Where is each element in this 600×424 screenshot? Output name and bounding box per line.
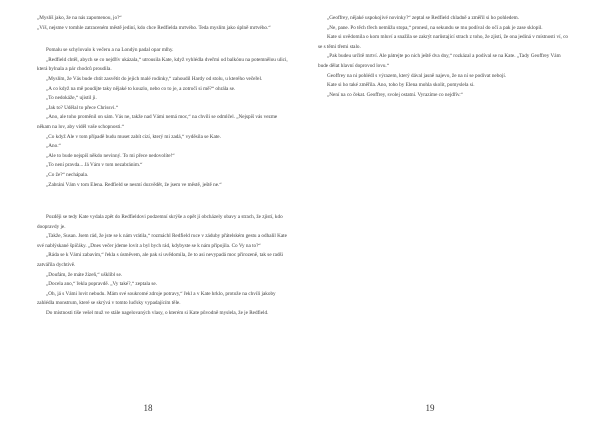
paragraph: „Není na co čekat. Geoffrey, svolej ostatní. Vyrazíme co nejdřív.“ <box>327 91 463 98</box>
paragraph: „Redfield chtěl, abych se co nejdřív ukázala,“ utrousila Kate, když vyhlédla dveřmi od balkónu na potemnělou ulici, která bylnala a pár chodců proudila. <box>37 56 288 73</box>
paragraph: „Ráda se k Vámi zabavím,“ řekla s úsměvem, ale pak si uvědomila, že to asi nevypadá moc přirozeně, tak se radši zatvářila dychtivě. <box>37 252 284 269</box>
left-page-text <box>37 14 288 319</box>
paragraph: „Víš, nejsme v tomhle zatraceném městě jediní, kdo chce Redfielda mrtvého. Teda myslím jako úplně mrtvého.“ <box>37 24 271 31</box>
paragraph: „To nedokáže,“ ujistil ji. <box>46 95 97 102</box>
paragraph: „Co když Ale v tom případě budu muset zabít cizí, který mi zadá,“ vyděsila se Kate. <box>46 133 221 140</box>
paragraph: „Oh, já s Vámi lovit nebudu. Mám své soukromé zdroje potravy,“ řekl a v Kate hrklo, protože na chvíli jakoby zahlédla monstrum, které se skrývá v tomto luďsky vypadajícím těle. <box>37 290 276 307</box>
paragraph: „Doufám, že máte žízeň,“ ušklíbl se. <box>46 271 123 278</box>
section-break <box>37 190 288 213</box>
paragraph: Kate si uvědomila o kom mluví a snažila se zakrýt narůstající strach z toho, že zjistí, že ona jediná v místnosti ví, co se s těmi třemi stalo. <box>318 34 569 50</box>
page-number: 19 <box>425 403 435 413</box>
paragraph: Později se tedy Kate vydala zpět do Redfieldovi podzemní skrýše a opět jí obcházely obavy a strach, že zjistí, kdo doopravdy je. <box>37 214 283 230</box>
paragraph: „Co že?“ nechápala. <box>46 171 89 178</box>
right-page <box>300 0 600 424</box>
paragraph: „Ano.“ <box>46 143 61 150</box>
paragraph: „Zabráni Vám v tom Elena. Redfield se nesmí dozvědět, že jsem ve městě, ještě ne.“ <box>46 181 222 188</box>
paragraph: „Pak budeu určitě mrtví. Ale pátrejte po nich ještě dva dny,“ rozkázal a podíval se na Kate. „Tady Geoffrey Vám bude dělat hlavní doprovod lovu.“ <box>318 53 561 69</box>
paragraph: „Docela ano,“ řekla popravdě. „Vy také?,“ zeptala se. <box>46 281 158 288</box>
paragraph: „Ale to bude nejspíš někdo nevinný. To mi přece nedovolíte!“ <box>46 152 175 159</box>
right-page-text <box>318 14 570 100</box>
paragraph: „Takže, Susan. Jsem rád, že jste se k nám vrátila,“ rozmáchl Redfield ruce v záduby přátelském gestu a odhalil Kate své nablýskané špičáky. „Dnes večer jdeme lovit a byl bych rád, kdybyste se k nám připojila. Co Vy na to?“ <box>37 233 287 249</box>
paragraph: „Ano, ale toho proměnil on sám. Vás ne, takže nad Vámi nemá moc,“ na chvíli se odmlčel. „Nejspíš vás vezme někam na lov, aby viděl vaše schopnosti.“ <box>37 114 278 130</box>
paragraph: Do místnosti tiše vešel muž ve stále nagelovaných vlasy, o kterém si Kate původně myslela, že je Redfield. <box>46 310 269 317</box>
paragraph: Kate si ho také změřila. Ano, toho by Elena mohla skolit, pomyslela si. <box>327 82 475 89</box>
section-break <box>37 33 288 46</box>
paragraph: „Jak to? Udělal to přece Chrissvi.“ <box>46 104 119 111</box>
paragraph: „Ne, pane. Po těch třech nemůžu stopa,“ pronesl, na sekundu se mu podíval do očí a pak je zase sklopil. <box>327 24 543 31</box>
paragraph: Geoffrey na ni pohlédl s výrazem, který dával jasně najevo, že na ní se podívat nebojí. <box>327 72 507 79</box>
paragraph: „Myslíš jako, že na nás zapomenou, jo?“ <box>37 15 122 21</box>
page-number: 18 <box>143 403 153 413</box>
paragraph: „Myslím, že Vás bude chtít zasvětit do jejich malé rodinky,“ zahoudil Hardy od stolu, u kterého večeřel. <box>46 75 263 82</box>
paragraph: „To není pravda... Já Vám v tom nezabránim.“ <box>46 162 143 169</box>
paragraph: „A co když na mě poudijte taky nějaké to kouzlo, nebo co to je, a zotročí si mě?“ ohrála se. <box>46 85 236 92</box>
paragraph: „Geoffrey, nějaké uspokojivé novinky?“ zeptal se Redfield chladně a změřil si ho pohledem. <box>327 15 520 21</box>
paragraph: Pomalu se schylovalo k večeru a na Londýn padal opar mlhy. <box>46 47 174 54</box>
